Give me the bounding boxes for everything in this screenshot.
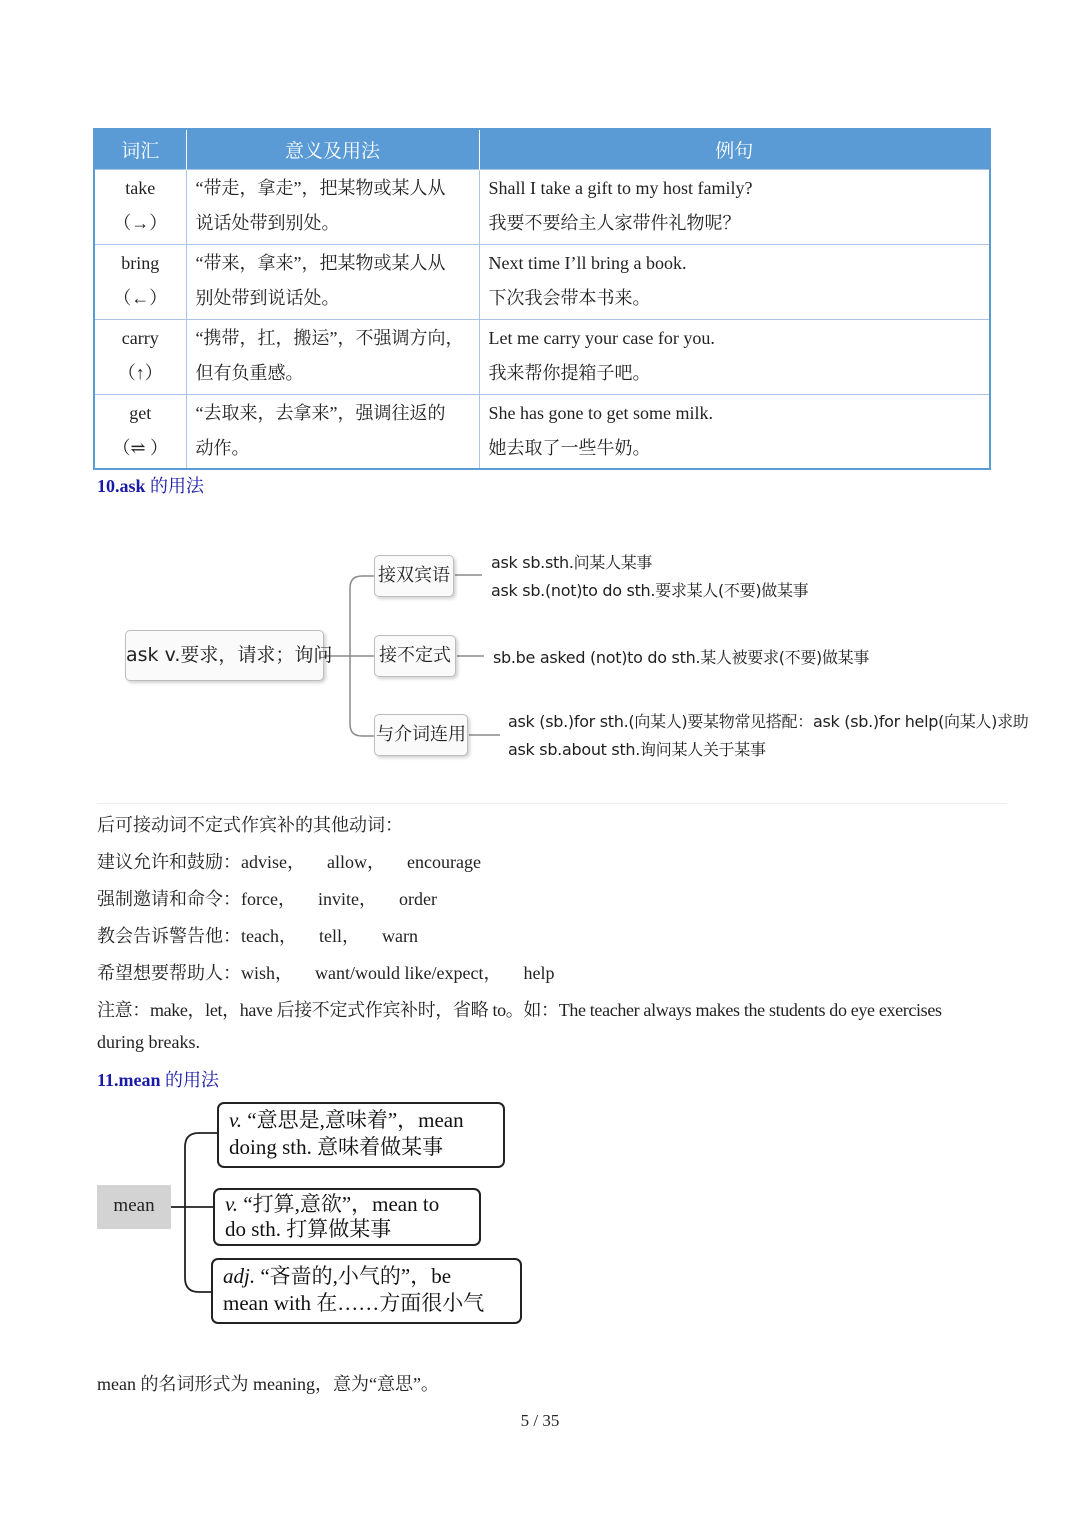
branch-1-line-2: ask sb.(not)to do sth.要求某人(不要)做某事 bbox=[491, 581, 809, 600]
sense-text: do sth. 打算做某事 bbox=[225, 1217, 392, 1241]
branch-2-line-1: sb.be asked (not)to do sth.某人被要求(不要)做某事 bbox=[493, 648, 870, 667]
verb-group bbox=[97, 922, 418, 948]
section-number: 10.ask bbox=[97, 476, 146, 496]
mean-sense-adjective bbox=[211, 1258, 522, 1324]
verb: invite， bbox=[317, 889, 377, 909]
word-cell bbox=[94, 319, 186, 394]
meaning-line: “携带，扛，搬运”，不强调方向， bbox=[195, 327, 464, 348]
example-cn: 我要不要给主人家带件礼物呢？ bbox=[488, 212, 741, 233]
example-en: Next time I’ll bring a book. bbox=[488, 252, 687, 273]
sense-text: “意思是,意味着”，mean bbox=[242, 1108, 464, 1132]
verb: help bbox=[523, 963, 555, 983]
part-of-speech: v. bbox=[225, 1192, 239, 1216]
verb-group-label: 强制邀请和命令： bbox=[97, 889, 241, 909]
part-of-speech: v. bbox=[229, 1108, 243, 1132]
meaning-line: “带来，拿来”，把某物或某人从 bbox=[195, 252, 446, 273]
example-en: Let me carry your case for you. bbox=[488, 327, 715, 348]
example-cn: 下次我会带本书来。 bbox=[488, 287, 651, 308]
table-row bbox=[94, 244, 990, 319]
verb: order bbox=[398, 889, 437, 909]
branch-3-line-2: ask sb.about sth.询问某人关于某事 bbox=[508, 740, 766, 759]
verb: tell， bbox=[318, 926, 360, 946]
word: carry bbox=[121, 327, 159, 348]
header-word: 词汇 bbox=[94, 129, 186, 169]
word: bring bbox=[121, 252, 160, 273]
branch-node-preposition: 与介词连用 bbox=[374, 714, 468, 756]
vocab-table bbox=[93, 128, 991, 470]
mean-root-node: mean bbox=[97, 1185, 171, 1229]
verb-group-label: 建议允许和鼓励： bbox=[97, 852, 241, 872]
meaning-cell bbox=[186, 319, 479, 394]
verb: want/would like/expect， bbox=[315, 963, 502, 983]
ask-root-node: ask v.要求，请求；询问 bbox=[125, 630, 324, 681]
meaning-line: 但有负重感。 bbox=[195, 362, 304, 383]
verb-group bbox=[97, 848, 481, 874]
example-en: Shall I take a gift to my host family? bbox=[488, 177, 753, 198]
verb-group-label: 教会告诉警告他： bbox=[97, 926, 241, 946]
word: get bbox=[129, 402, 152, 423]
direction-symbol: （→） bbox=[113, 212, 168, 233]
verb: allow， bbox=[326, 852, 385, 872]
sense-text: doing sth. 意味着做某事 bbox=[229, 1135, 444, 1159]
meaning-line: “带走，拿走”，把某物或某人从 bbox=[195, 177, 446, 198]
verb: advise， bbox=[241, 852, 305, 872]
header-meaning: 意义及用法 bbox=[186, 129, 479, 169]
meaning-cell bbox=[186, 169, 479, 244]
meaning-line: 动作。 bbox=[195, 437, 250, 458]
verb-group-label: 希望想要帮助人： bbox=[97, 963, 241, 983]
section-heading-mean bbox=[97, 1066, 219, 1092]
verbs-intro: 后可接动词不定式作宾补的其他动词： bbox=[97, 815, 403, 835]
verb-group bbox=[97, 959, 554, 985]
branch-node-infinitive: 接不定式 bbox=[374, 635, 456, 677]
example-cn: 她去取了一些牛奶。 bbox=[488, 437, 651, 458]
direction-symbol: （↑） bbox=[117, 362, 163, 383]
table-header-row bbox=[94, 129, 990, 169]
sense-text: mean with 在……方面很小气 bbox=[223, 1291, 485, 1315]
branch-node-double-object: 接双宾语 bbox=[374, 555, 454, 597]
note-line-2: during breaks. bbox=[97, 1032, 200, 1052]
meaning-line: 别处带到说话处。 bbox=[195, 287, 340, 308]
branch-3-line-1: ask (sb.)for sth.(向某人)要某物常见搭配：ask (sb.)for help(向某人)求助 bbox=[508, 712, 1029, 731]
verb: warn bbox=[381, 926, 418, 946]
sense-text: “打算,意欲”，mean to bbox=[238, 1192, 440, 1216]
page-number: 5 / 35 bbox=[520, 1411, 560, 1430]
ask-mindmap bbox=[112, 538, 1029, 778]
mean-sense-verb-intend bbox=[213, 1188, 481, 1246]
word-cell bbox=[94, 244, 186, 319]
branch-1-line-1: ask sb.sth.问某人某事 bbox=[491, 553, 653, 572]
mean-sense-verb-signify bbox=[217, 1102, 505, 1168]
direction-symbol: （⇌ ） bbox=[112, 437, 169, 458]
example-cell bbox=[479, 244, 990, 319]
verb: encourage bbox=[406, 852, 481, 872]
word-cell bbox=[94, 169, 186, 244]
table-row bbox=[94, 394, 990, 469]
mean-note: mean 的名词形式为 meaning，意为“意思”。 bbox=[97, 1374, 439, 1394]
word-cell bbox=[94, 394, 186, 469]
verb: wish， bbox=[241, 963, 294, 983]
section-number: 11.mean bbox=[97, 1070, 161, 1090]
note-line-1: 注意：make，let，have 后接不定式作宾补时，省略 to。如：The teacher always makes the students do eye exercises bbox=[97, 1000, 942, 1020]
example-cn: 我来帮你提箱子吧。 bbox=[488, 362, 651, 383]
section-title: 的用法 bbox=[160, 1070, 220, 1090]
mean-diagram bbox=[97, 1100, 537, 1330]
example-cell bbox=[479, 169, 990, 244]
table-row bbox=[94, 319, 990, 394]
verb-group bbox=[97, 885, 437, 911]
verb: teach， bbox=[241, 926, 297, 946]
table-row bbox=[94, 169, 990, 244]
example-en: She has gone to get some milk. bbox=[488, 402, 713, 423]
section-heading-ask bbox=[97, 472, 204, 498]
meaning-cell bbox=[186, 394, 479, 469]
verb: force， bbox=[241, 889, 296, 909]
example-cell bbox=[479, 319, 990, 394]
meaning-line: “去取来，去拿来”，强调往返的 bbox=[195, 402, 446, 423]
header-example: 例句 bbox=[479, 129, 990, 169]
direction-symbol: （←） bbox=[113, 287, 168, 308]
part-of-speech: adj. bbox=[223, 1264, 256, 1288]
meaning-line: 说话处带到别处。 bbox=[195, 212, 340, 233]
word: take bbox=[125, 177, 156, 198]
example-cell bbox=[479, 394, 990, 469]
sense-text: “吝啬的,小气的”，be bbox=[255, 1264, 452, 1288]
meaning-cell bbox=[186, 244, 479, 319]
section-title: 的用法 bbox=[145, 476, 205, 496]
divider bbox=[97, 803, 1007, 804]
